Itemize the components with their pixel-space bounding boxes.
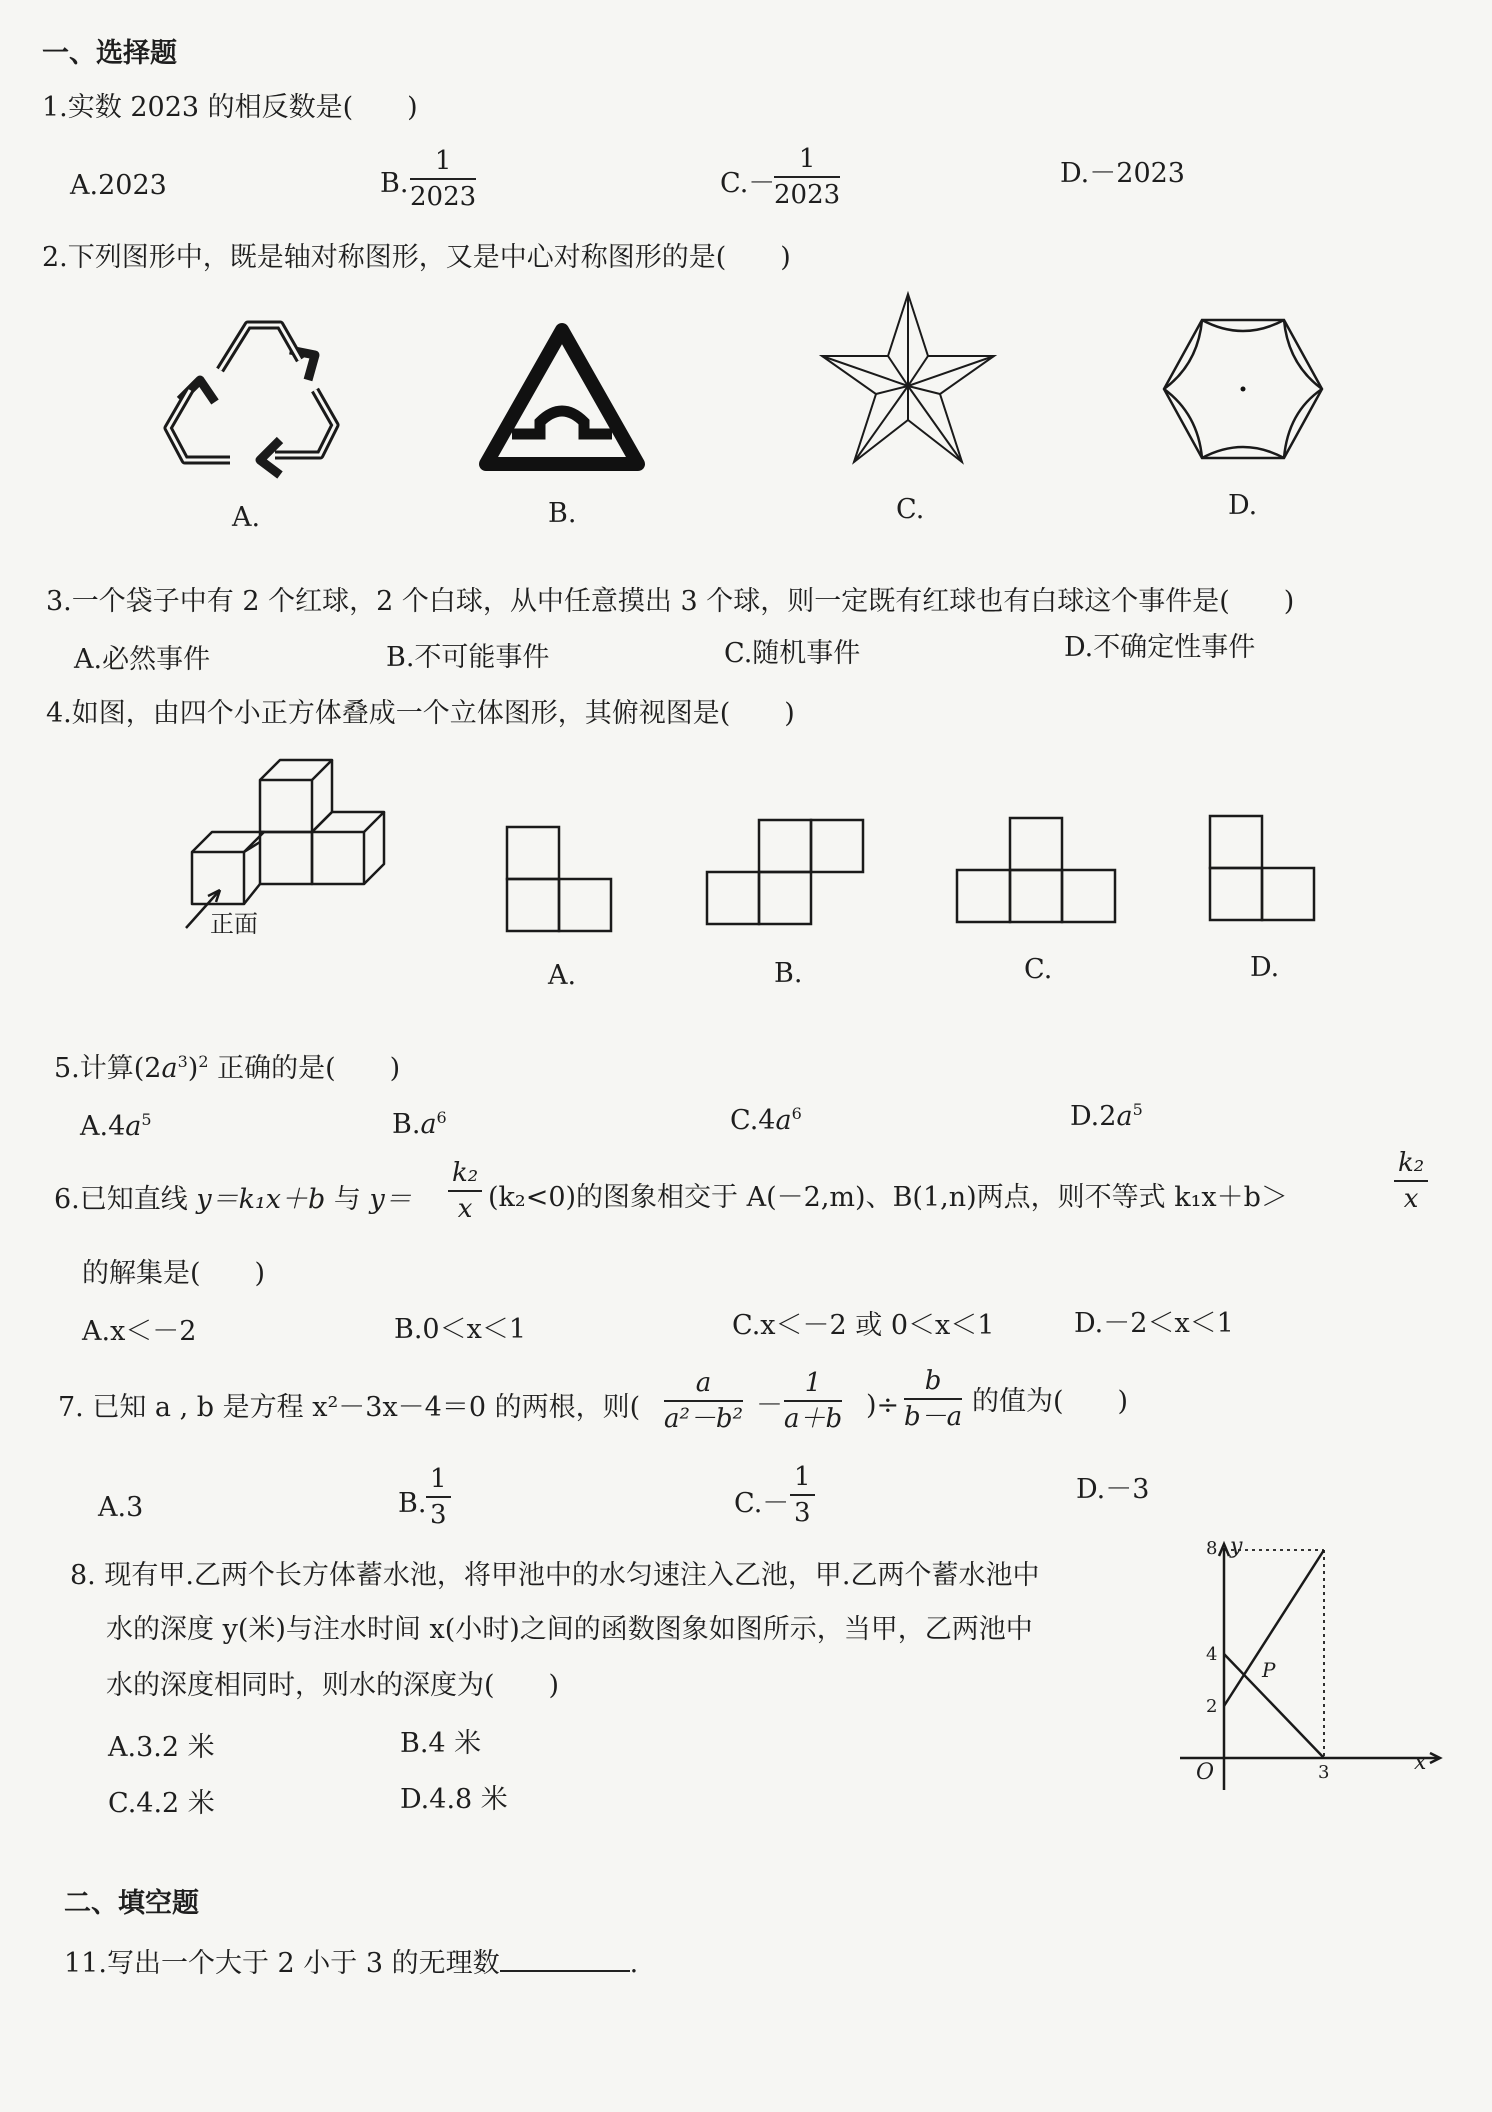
q1-option-c-label: C.－ xyxy=(720,168,776,199)
q4-option-b: B. xyxy=(774,958,803,989)
graph-origin-label: O xyxy=(1196,1760,1215,1785)
q7-option-b-fraction: $\frac{1}{3}$ xyxy=(426,1466,451,1528)
q6-stem-part2: (k₂<0)的图象相交于 A(－2,m)、B(1,n)两点，则不等式 k₁x＋b＞ xyxy=(488,1182,1288,1213)
q6-stem-part1: 6.已知直线 y＝k₁x＋b 与 y＝ xyxy=(54,1184,412,1215)
star-figure xyxy=(818,290,998,468)
q8-option-c: C.4.2 米 xyxy=(108,1788,215,1819)
q6-option-a: A.x＜－2 xyxy=(82,1316,197,1347)
q5-stem: 5.计算$(2a^3)^2$ 正确的是( ) xyxy=(54,1052,401,1084)
q1-option-c-fraction: $\frac{1}{2023}$ xyxy=(774,144,841,210)
q7-fraction-3: $\frac{b}{b-a}$ xyxy=(904,1366,963,1432)
q8-stem-line3: 水的深度相同时，则水的深度为( ) xyxy=(106,1670,560,1701)
q3-option-b: B.不可能事件 xyxy=(386,642,550,673)
q6-option-d: D.－2＜x＜1 xyxy=(1074,1308,1234,1339)
q4-stem: 4.如图，由四个小正方体叠成一个立体图形，其俯视图是( ) xyxy=(46,698,795,729)
q3-option-a: A.必然事件 xyxy=(74,644,211,675)
q6-fraction-k2-x: $\frac{\text{k₂}}{x}$ xyxy=(448,1160,482,1222)
q2-option-d: D. xyxy=(1228,490,1258,521)
q7-fraction-2: $\frac{1}{a+b}$ xyxy=(784,1368,843,1434)
q3-option-d: D.不确定性事件 xyxy=(1064,632,1256,663)
q7-stem-part2: 的值为( ) xyxy=(972,1386,1129,1417)
q7-option-c-fraction: $\frac{1}{3}$ xyxy=(790,1464,815,1526)
q8-stem-line2: 水的深度 y(米)与注水时间 x(小时)之间的函数图象如图所示，当甲，乙两池中 xyxy=(106,1614,1033,1645)
q5-option-d: $D.2a^5$ xyxy=(1070,1100,1143,1132)
q6-stem-part3: 的解集是( ) xyxy=(82,1258,266,1289)
q3-stem: 3.一个袋子中有 2 个红球，2 个白球，从中任意摸出 3 个球，则一定既有红球也有白球这个事件是( ) xyxy=(46,586,1295,617)
q8-option-a: A.3.2 米 xyxy=(108,1732,215,1763)
graph-point-p: P xyxy=(1262,1658,1276,1682)
q7-minus: － xyxy=(756,1390,783,1421)
q8-option-d: D.4.8 米 xyxy=(400,1784,508,1815)
q5-option-b: $B.a^6$ xyxy=(392,1108,447,1140)
q2-option-a: A. xyxy=(232,502,261,533)
graph-tick-3: 3 xyxy=(1318,1762,1330,1783)
q4-option-c: C. xyxy=(1024,954,1053,985)
q7-fraction-1: $\frac{a}{\text{a²－b²}}$ xyxy=(664,1368,743,1434)
q6-option-b: B.0＜x＜1 xyxy=(394,1314,527,1345)
graph-y-label: y xyxy=(1230,1534,1243,1559)
q11-stem: 11.写出一个大于 2 小于 3 的无理数 . xyxy=(64,1948,639,1979)
section-title-fill: 二、填空题 xyxy=(64,1888,199,1919)
graph-tick-2: 2 xyxy=(1206,1696,1218,1717)
graph-tick-8: 8 xyxy=(1206,1538,1218,1559)
q7-option-d: D.－3 xyxy=(1076,1474,1150,1505)
water-depth-graph xyxy=(1180,1540,1450,1800)
graph-x-label: x xyxy=(1414,1750,1427,1775)
q7-divide: )÷ xyxy=(866,1390,900,1421)
hexagon-arc-figure xyxy=(1160,314,1326,464)
q7-stem-part1: 7. 已知 a , b 是方程 x²－3x－4＝0 的两根，则( xyxy=(58,1392,641,1423)
q8-stem-line1: 8. 现有甲.乙两个长方体蓄水池，将甲池中的水匀速注入乙池，甲.乙两个蓄水池中 xyxy=(70,1560,1040,1591)
q6-inequality-fraction: $\frac{\text{k₂}}{x}$ xyxy=(1394,1150,1428,1212)
q4-option-d: D. xyxy=(1250,952,1280,983)
q1-option-a: A.2023 xyxy=(70,170,167,201)
q4-option-b-view xyxy=(705,818,867,930)
q2-option-b: B. xyxy=(548,498,577,529)
q7-option-a: A.3 xyxy=(98,1492,144,1523)
recycle-symbol-figure xyxy=(160,310,340,480)
q1-option-b-label: B. xyxy=(380,168,409,199)
graph-tick-4: 4 xyxy=(1206,1644,1218,1665)
q5-option-c: $C.4a^6$ xyxy=(730,1104,802,1136)
q7-option-c-label: C.－ xyxy=(734,1488,790,1519)
section-title-choice: 一、选择题 xyxy=(42,38,177,69)
q6-option-c: C.x＜－2 或 0＜x＜1 xyxy=(732,1310,995,1341)
q5-option-a: $A.4a^5$ xyxy=(80,1110,152,1142)
q2-option-c: C. xyxy=(896,494,925,525)
q8-option-b: B.4 米 xyxy=(400,1728,482,1759)
front-label: 正面 xyxy=(210,910,258,938)
q11-answer-blank[interactable] xyxy=(500,1970,630,1972)
q4-option-a: A. xyxy=(548,960,577,991)
q4-option-d-view xyxy=(1208,814,1318,924)
q1-stem: 1.实数 2023 的相反数是( ) xyxy=(42,92,418,123)
q1-option-b-fraction: $\frac{1}{2023}$ xyxy=(410,146,477,212)
line-pool-b xyxy=(1224,1550,1324,1706)
q2-stem: 2.下列图形中，既是轴对称图形，又是中心对称图形的是( ) xyxy=(42,242,791,273)
q3-option-c: C.随机事件 xyxy=(724,638,861,669)
q4-option-a-view xyxy=(505,825,615,935)
q7-option-b-label: B. xyxy=(398,1488,427,1519)
warning-triangle-figure xyxy=(480,322,645,472)
q1-option-d: D.－2023 xyxy=(1060,158,1185,189)
q4-option-c-view xyxy=(955,816,1119,928)
